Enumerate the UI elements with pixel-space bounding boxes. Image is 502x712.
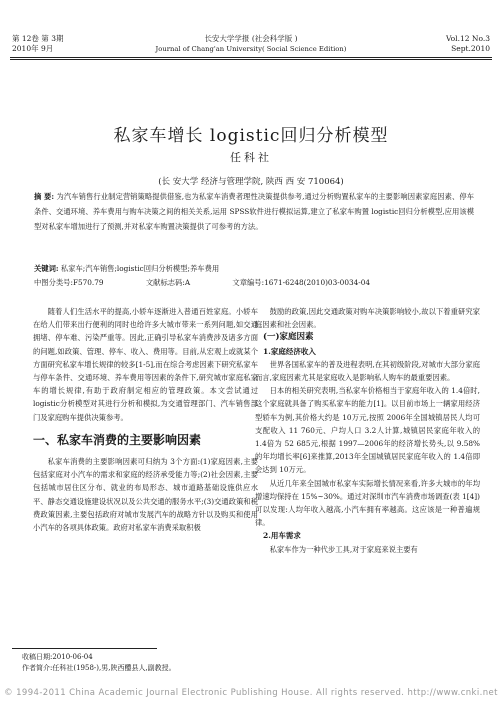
article-title: 私家车增长 logistic回归分析模型: [113, 126, 389, 146]
clc-number: 中图分类号:F570.79: [34, 278, 104, 287]
document-code: 文献标志码:A: [145, 278, 191, 287]
keywords-label: 关键词:: [34, 264, 59, 273]
keywords: [34, 264, 219, 274]
issue-volume: 第 12卷 第 3期: [12, 34, 64, 43]
classification-info: [34, 278, 474, 288]
keywords-text: 私家车;汽车销售;logistic回归分析模型;养车费用: [60, 264, 220, 273]
section-paragraph: 私家车消费的主要影响因素可归纳为 3个方面:(1)家庭因素,主要包括家庭对小汽车的需求和家庭的经济承受能力等;(2)社会因素,主要包括城市居住区分布、就业的布局形态、城市道路基础设施供应水平、静态交通设施建设状况以及公共交通的服务水平;(3)交通政策和税费政策因素,主要包括政府对城市发展汽车的战略方针以及购买和使用小汽车的各项具体政策。政府对私家车消费采取积极: [33, 457, 258, 533]
journal-name-cn: 长安大学学报 (社会科学版 ): [204, 34, 298, 43]
body-paragraph: 私家车作为一种代步工具,对于家庭来说主要有: [269, 544, 418, 554]
header-rule: [10, 57, 492, 58]
copyright-footer: © 1994-2011 China Academic Journal Electronic Publishing House. All rights reserved. http://www.cnki.net: [4, 688, 498, 698]
issue-volume-en: Vol.12 No.3: [445, 34, 490, 43]
body-paragraph: 从近几年来全国城市私家车实际增长情况来看,许多大城市的年均增速均保持在 15%~30%。通过对深圳市汽车消费市场调查(表 1[4])可以发现:人均年收入越高,小汽车拥有率越高。这应该是一种普遍规律。: [255, 478, 480, 528]
issue-date-en: Sept.2010: [451, 44, 490, 53]
right-column: [255, 305, 480, 556]
body-paragraph: 日本的相关研究表明,当私家车价格相当于家庭年收入的 1.4倍时,这个家庭就具备了购买私家车的能力[1]。以目前市场上一辆家用经济型轿车为例,其价格大约是 10万元,按照 2006年全国城镇居民人均可支配收入 11 760元、户均人口 3.2人计算,城镇居民家庭年收入的 1.4倍为 52 685元,根据 1997—2006年的经济增长势头,以 9.58%的年均增长率[6]来推算,2013年全国城镇居民家庭年收入的 1.4倍即会达到 10万元。: [255, 386, 480, 475]
subsubsection-heading: 2.用车需求: [263, 531, 301, 541]
article-number: 文章编号:1671-6248(2010)03-0034-04: [232, 278, 371, 287]
journal-name-en: Journal of Chang'an University( Social Science Edition): [155, 45, 347, 53]
author-affiliation: (长 安大学 经济与管理学院, 陕西 西 安 710064): [158, 177, 344, 187]
footnote: [22, 652, 176, 674]
received-date: 收稿日期:2010-06-04: [22, 653, 93, 661]
author-bio: 作者简介:任科社(1958-),男,陕西醴县人,副教授。: [22, 664, 176, 672]
issue-date: 2010年 9月: [12, 44, 54, 53]
issue-info-en: [446, 34, 490, 54]
left-column: [33, 305, 258, 534]
journal-name: [0, 34, 502, 54]
abstract: [34, 189, 474, 234]
abstract-label: 摘 要:: [34, 192, 55, 201]
abstract-text: 为汽车销售行业制定营销策略提供借鉴,也为私家车消费者理性决策提供参考,通过分析购置私家车的主要影响因素家庭因素、停车条件、交通环境、养车费用与购车决策之间的相关关系,运用 SPSS软件进行模拟运算,建立了私家车购置 logistic回归分析模型,应用该模型对私家车增加进行了预测,并对私家车购置决策提供了可参考的方法。: [34, 192, 475, 231]
body-paragraph: 世界各国私家车的普及进程表明,在其初级阶段,对城市大部分家庭而言,家庭因素尤其是家庭收入是影响私人购车的最重要因素。: [255, 359, 480, 383]
subsubsection-heading: 1.家庭经济收入: [263, 346, 316, 356]
intro-paragraph: 随着人们生活水平的提高,小轿车逐渐进入普通百姓家庭。小轿车在给人们带来出行便利的同时也给许多大城市带来一系列问题,如交通拥堵、停车难、污染严重等。因此,正确引导私家车消费涉及诸多方面的问题,如政策、管理、停车、收入、费用等。目前,从宏观上或就某个方面研究私家车增长规律的较多[1-5],而在综合考虑因素下研究私家车与停车条件、交通环境、养车费用等因素的条件下,研究城市家庭私家车的增长规律,有助于政府制定相应的管理政策。本文尝试通过 logistic分析模型对其进行分析和模拟,为交通管理部门、汽车销售部门及家庭购车提供决策参考。: [33, 307, 258, 422]
header-rule-thin: [10, 59, 492, 60]
footnote-rule: [12, 648, 157, 649]
section-heading: 一、私家车消费的主要影响因素: [33, 432, 202, 447]
article-author: 任科社: [230, 151, 272, 164]
continued-paragraph: 鼓励的政策,因此交通政策对购车决策影响较小,故以下着重研究家庭因素和社会因素。: [255, 307, 480, 330]
subsection-heading: (一)家庭因素: [263, 332, 314, 343]
